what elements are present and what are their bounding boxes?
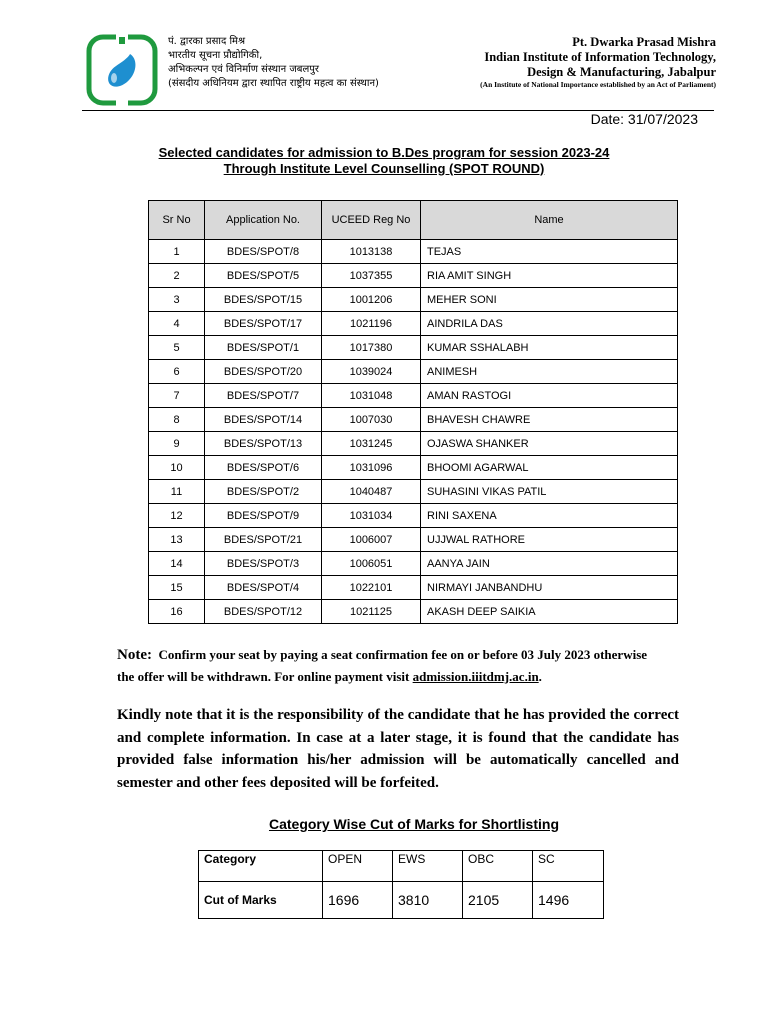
table-row xyxy=(149,576,678,600)
table-row xyxy=(149,504,678,528)
table-row xyxy=(149,600,678,624)
cell-uceed-reg-no: 1007030 xyxy=(322,408,421,432)
cell-uceed-reg-no: 1031096 xyxy=(322,456,421,480)
cell-uceed-reg-no: 1040487 xyxy=(322,480,421,504)
cutoff-value: 3810 xyxy=(393,882,463,919)
cell-sr-no: 11 xyxy=(149,480,205,504)
cell-application-no: BDES/SPOT/20 xyxy=(205,360,322,384)
table-row xyxy=(149,408,678,432)
table-row xyxy=(149,288,678,312)
cell-name: OJASWA SHANKER xyxy=(421,432,678,456)
logo-gap-bottom xyxy=(116,94,128,106)
col-header-uceed-reg-no: UCEED Reg No xyxy=(322,201,421,240)
hindi-line: पं. द्वारका प्रसाद मिश्र xyxy=(168,36,246,47)
english-line: Pt. Dwarka Prasad Mishra xyxy=(572,35,716,49)
cell-name: AANYA JAIN xyxy=(421,552,678,576)
cell-application-no: BDES/SPOT/12 xyxy=(205,600,322,624)
cell-uceed-reg-no: 1037355 xyxy=(322,264,421,288)
cutoff-category: SC xyxy=(533,851,604,882)
cell-name: NIRMAYI JANBANDHU xyxy=(421,576,678,600)
title-line-2: Through Institute Level Counselling (SPOT ROUND) xyxy=(223,161,545,176)
cell-name: BHOOMI AGARWAL xyxy=(421,456,678,480)
col-header-application-no: Application No. xyxy=(205,201,322,240)
cell-sr-no: 3 xyxy=(149,288,205,312)
cell-name: AKASH DEEP SAIKIA xyxy=(421,600,678,624)
cell-application-no: BDES/SPOT/21 xyxy=(205,528,322,552)
cutoff-header-row xyxy=(199,851,604,882)
cell-application-no: BDES/SPOT/17 xyxy=(205,312,322,336)
cell-sr-no: 4 xyxy=(149,312,205,336)
cell-sr-no: 9 xyxy=(149,432,205,456)
cutoff-category-label: Category xyxy=(199,851,323,882)
cell-name: SUHASINI VIKAS PATIL xyxy=(421,480,678,504)
table-row xyxy=(149,456,678,480)
table-row xyxy=(149,528,678,552)
cell-application-no: BDES/SPOT/9 xyxy=(205,504,322,528)
cutoff-values-row xyxy=(199,882,604,919)
cell-sr-no: 13 xyxy=(149,528,205,552)
note-paragraph xyxy=(117,644,657,687)
cell-uceed-reg-no: 1031034 xyxy=(322,504,421,528)
table-header-row xyxy=(149,201,678,240)
cell-sr-no: 12 xyxy=(149,504,205,528)
payment-link[interactable]: admission.iiitdmj.ac.in xyxy=(412,669,539,684)
cell-sr-no: 5 xyxy=(149,336,205,360)
cell-uceed-reg-no: 1006007 xyxy=(322,528,421,552)
english-subline: (An Institute of National Importance established by an Act of Parliament) xyxy=(480,80,716,89)
table-row xyxy=(149,480,678,504)
cell-name: AMAN RASTOGI xyxy=(421,384,678,408)
hindi-line: (संसदीय अधिनियम द्वारा स्थापित राष्ट्रीय महत्व का संस्थान) xyxy=(168,78,379,89)
col-header-name: Name xyxy=(421,201,678,240)
table-row xyxy=(149,552,678,576)
cell-application-no: BDES/SPOT/6 xyxy=(205,456,322,480)
cutoff-title: Category Wise Cut of Marks for Shortlisting xyxy=(268,816,559,832)
table-row xyxy=(149,432,678,456)
cell-uceed-reg-no: 1001206 xyxy=(322,288,421,312)
english-line: Indian Institute of Information Technology, xyxy=(484,50,716,64)
cell-name: UJJWAL RATHORE xyxy=(421,528,678,552)
cell-sr-no: 10 xyxy=(149,456,205,480)
cell-name: AINDRILA DAS xyxy=(421,312,678,336)
cutoff-category: EWS xyxy=(393,851,463,882)
note-end: . xyxy=(538,669,542,684)
table-row xyxy=(149,312,678,336)
cell-uceed-reg-no: 1022101 xyxy=(322,576,421,600)
cell-uceed-reg-no: 1021196 xyxy=(322,312,421,336)
table-row xyxy=(149,384,678,408)
cell-uceed-reg-no: 1031245 xyxy=(322,432,421,456)
table-row xyxy=(149,360,678,384)
document-title xyxy=(0,145,768,177)
cutoff-table xyxy=(198,850,604,919)
cell-application-no: BDES/SPOT/5 xyxy=(205,264,322,288)
cell-sr-no: 15 xyxy=(149,576,205,600)
cell-uceed-reg-no: 1006051 xyxy=(322,552,421,576)
logo-highlight xyxy=(111,73,117,83)
cell-uceed-reg-no: 1039024 xyxy=(322,360,421,384)
cell-sr-no: 1 xyxy=(149,240,205,264)
cell-name: BHAVESH CHAWRE xyxy=(421,408,678,432)
col-header-sr-no: Sr No xyxy=(149,201,205,240)
cell-uceed-reg-no: 1013138 xyxy=(322,240,421,264)
cutoff-category: OBC xyxy=(463,851,533,882)
cell-sr-no: 2 xyxy=(149,264,205,288)
hindi-header xyxy=(168,35,379,91)
cutoff-category: OPEN xyxy=(323,851,393,882)
cell-application-no: BDES/SPOT/13 xyxy=(205,432,322,456)
title-line-1: Selected candidates for admission to B.Des program for session 2023-24 xyxy=(158,145,610,160)
english-header xyxy=(480,35,716,90)
hindi-line: भारतीय सूचना प्रौद्योगिकी, xyxy=(168,50,263,61)
note-text: Confirm your seat by paying a seat confirmation fee on or before 03 July 2023 otherwise the offer will be withdrawn. For online payment visit xyxy=(117,647,648,684)
cell-application-no: BDES/SPOT/7 xyxy=(205,384,322,408)
note-label: Note: xyxy=(117,647,152,663)
cell-uceed-reg-no: 1017380 xyxy=(322,336,421,360)
cell-name: MEHER SONI xyxy=(421,288,678,312)
cell-name: RIA AMIT SINGH xyxy=(421,264,678,288)
cell-sr-no: 14 xyxy=(149,552,205,576)
table-row xyxy=(149,336,678,360)
logo-tab xyxy=(119,37,125,44)
cell-name: TEJAS xyxy=(421,240,678,264)
candidates-table xyxy=(148,200,678,624)
cell-application-no: BDES/SPOT/4 xyxy=(205,576,322,600)
cell-application-no: BDES/SPOT/14 xyxy=(205,408,322,432)
hindi-line: अभिकल्पन एवं विनिर्माण संस्थान जबलपुर xyxy=(168,64,320,75)
cell-application-no: BDES/SPOT/1 xyxy=(205,336,322,360)
institute-logo xyxy=(86,34,158,106)
cell-name: ANIMESH xyxy=(421,360,678,384)
english-line: Design & Manufacturing, Jabalpur xyxy=(527,65,716,79)
table-row xyxy=(149,240,678,264)
cell-name: RINI SAXENA xyxy=(421,504,678,528)
cell-sr-no: 8 xyxy=(149,408,205,432)
cell-application-no: BDES/SPOT/3 xyxy=(205,552,322,576)
document-date: Date: 31/07/2023 xyxy=(590,111,698,127)
cell-name: KUMAR SSHALABH xyxy=(421,336,678,360)
cell-sr-no: 16 xyxy=(149,600,205,624)
cell-uceed-reg-no: 1021125 xyxy=(322,600,421,624)
cell-uceed-reg-no: 1031048 xyxy=(322,384,421,408)
cutoff-value: 1496 xyxy=(533,882,604,919)
disclaimer-paragraph: Kindly note that it is the responsibility of the candidate that he has provided the correct and complete information. In case at a later stage, it is found that the candidate has provided false information his/her admission will be automatically cancelled and semester and other fees deposited will be forfeited. xyxy=(117,707,679,791)
cell-sr-no: 6 xyxy=(149,360,205,384)
cutoff-value: 2105 xyxy=(463,882,533,919)
cell-application-no: BDES/SPOT/8 xyxy=(205,240,322,264)
table-row xyxy=(149,264,678,288)
cell-application-no: BDES/SPOT/15 xyxy=(205,288,322,312)
cutoff-value: 1696 xyxy=(323,882,393,919)
cutoff-marks-label: Cut of Marks xyxy=(199,882,323,919)
cell-application-no: BDES/SPOT/2 xyxy=(205,480,322,504)
cell-sr-no: 7 xyxy=(149,384,205,408)
